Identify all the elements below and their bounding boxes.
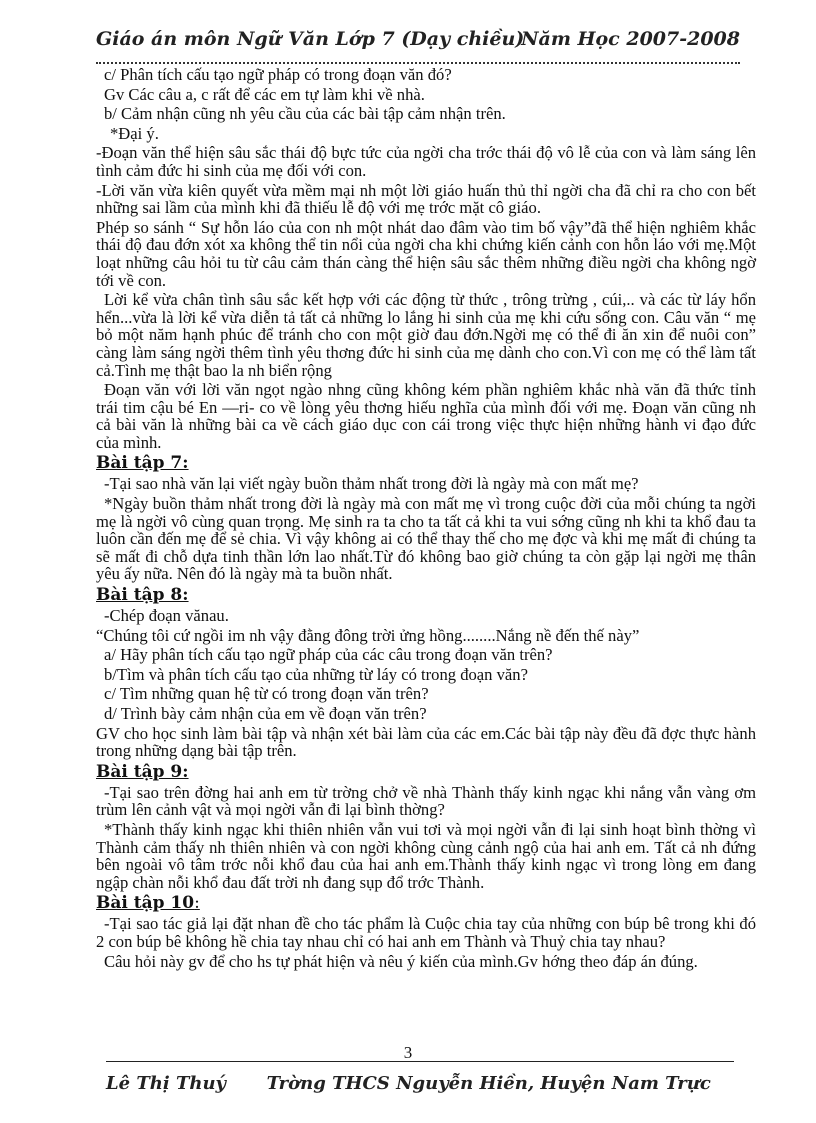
- exercise-9-heading: Bài tập 9:: [96, 761, 189, 782]
- paragraph: Gv Các câu a, c rất để các em tự làm khi về nhà.: [104, 84, 425, 104]
- header-year: Năm Học 2007-2008: [521, 28, 740, 50]
- paragraph: *Thành thấy kinh ngạc khi thiên nhiên vẫn vui tơi và mọi ngời vẫn đi lại sinh hoạt bình thờng vì Thành cảm thấy nh thiên nhiên và con ngời không cùng cảnh ngộ của hai anh em. Tất cả nh đứng bên ngoài vô tâm trớc nỗi khổ đau của hai anh em.Thành thấy kinh ngạc vì trong lòng em đang ngập chàn nỗi khổ đau đất trời nh đang sụp đổ trớc Thành.: [96, 819, 756, 892]
- header-title: Giáo án môn Ngữ Văn Lớp 7 (Dạy chiều): [96, 28, 525, 50]
- paragraph: -Đoạn văn thể hiện sâu sắc thái độ bực tức của ngời cha trớc thái độ vô lễ của con và làm sáng lên tình cảm đức hi sinh của mẹ đối với con.: [96, 143, 756, 180]
- paragraph: -Chép đoạn vănau.: [104, 606, 229, 626]
- document-body: [96, 66, 756, 972]
- paragraph: d/ Trình bày cảm nhận của em về đoạn văn trên?: [104, 704, 427, 723]
- paragraph: c/ Phân tích cấu tạo ngữ pháp có trong đoạn văn đó?: [104, 65, 452, 84]
- exercise-10-heading-colon: :: [194, 893, 200, 914]
- page-number: 3: [403, 1043, 413, 1062]
- paragraph: b/Tìm và phân tích cấu tạo của những từ láy có trong đoạn văn?: [104, 664, 528, 684]
- paragraph: Câu hỏi này gv để cho hs tự phát hiện và nêu ý kiến của mình.Gv hớng theo đáp án đúng.: [104, 951, 698, 971]
- paragraph: GV cho học sinh làm bài tập và nhận xét bài làm của các em.Các bài tập này đều đã đợc thực hành trong những dạng bài tập trên.: [96, 723, 756, 761]
- footer-divider: [106, 1061, 734, 1062]
- exercise-7-heading: Bài tập 7:: [96, 453, 189, 474]
- paragraph: -Tại sao nhà văn lại viết ngày buồn thảm nhất trong đời là ngày mà con mất mẹ?: [104, 474, 639, 494]
- page-header: [96, 28, 740, 58]
- page-footer: [106, 1073, 746, 1094]
- exercise-8-heading: Bài tập 8:: [96, 585, 189, 606]
- paragraph: Phép so sánh “ Sự hỗn láo của con nh một nhát dao đâm vào tim bố vậy”đã thể hiện nghiêm khắc thái độ đau đớn xót xa không thể tin nổi của ngời cha khi chứng kiến cảnh con hỗn láo với mẹ.Một loạt những câu hỏi tu từ câu cảm thán càng thể hiện sâu sắc thêm những điều ngời cha không ngờ tới về con.: [96, 217, 756, 290]
- paragraph: Đoạn văn với lời văn ngọt ngào nhng cũng không kém phần nghiêm khắc nhà văn đã thức tỉnh trái tim cậu bé En —ri- co về lòng yêu thơng hiếu nghĩa của mình đối với mẹ. Đoạn văn cũng nh cả bài văn là những bài ca về cách giáo dục con cái trong việc thực hiện những hành vi đạo đức của mình.: [96, 380, 756, 452]
- footer-author: Lê Thị Thuý: [106, 1073, 226, 1094]
- footer-school: Trờng THCS Nguyễn Hiền, Huyện Nam Trực: [266, 1073, 711, 1094]
- exercise-10-heading-text: Bài tập 10: [96, 893, 195, 914]
- paragraph: c/ Tìm những quan hệ từ có trong đoạn văn trên?: [104, 684, 429, 704]
- paragraph: a/ Hãy phân tích cấu tạo ngữ pháp của các câu trong đoạn văn trên?: [104, 645, 553, 665]
- paragraph: *Đại ý.: [110, 123, 159, 143]
- exercise-10-heading: [96, 893, 756, 913]
- paragraph: -Tại sao tác giả lại đặt nhan đề cho tác phẩm là Cuộc chia tay của những con búp bê trong khi đó 2 con búp bê không hề chia tay nhau chỉ có hai anh em Thành và Thuỷ chia tay nhau?: [96, 914, 756, 951]
- paragraph: -Tại sao trên đờng hai anh em từ trờng chở về nhà Thành thấy kinh ngạc khi nắng vẫn vàng ơm trùm lên cảnh vật và mọi ngời vẫn đi lại bình thờng?: [96, 782, 756, 820]
- paragraph: Lời kể vừa chân tình sâu sắc kết hợp với các động từ thức , trông trừng , cúi,.. và các từ láy hổn hển...vừa là lời kể vừa diễn tả tất cả những lo lắng hi sinh của mẹ khi cứu sống con. Câu văn “ mẹ bỏ một năm hạnh phúc để tránh cho con một giờ đau đớn.Ngời mẹ có thể đi ăn xin để nuôi con” càng làm sáng ngời thêm tình yêu thơng đức hi sinh của mẹ dành cho con.Vì con mẹ có thể làm tất cả.Tình mẹ thật bao la nh biển rộng: [96, 290, 756, 380]
- paragraph: -Lời văn vừa kiên quyết vừa mềm mại nh một lời giáo huấn thủ thỉ ngời cha đã chỉ ra cho con bết những sai lầm của mình khi đã thiếu lễ độ với mẹ trớc mặt cô giáo.: [96, 180, 756, 218]
- header-divider: [96, 62, 740, 64]
- paragraph: *Ngày buồn thảm nhất trong đời là ngày mà con mất mẹ vì trong cuộc đời của mỗi chúng ta ngời mẹ là ngời vô cùng quan trọng. Mẹ sinh ra ta cho ta tất cả khi ta vui sớng cũng nh khi ta khổ đau ta luôn cần đến mẹ để sẻ chia. Vì vậy không ai có thể thay thế cho mẹ đợc và khi mẹ mất đi chúng ta sẽ mất đi chỗ dựa tinh thần lớn lao nhất.Từ đó không bao giờ chúng ta còn gặp lại ngời mẹ thân yêu ấy nữa. Nên đó là ngày mà ta buồn nhất.: [96, 494, 756, 584]
- paragraph: b/ Cảm nhận cũng nh yêu cầu của các bài tập cảm nhận trên.: [104, 104, 506, 124]
- paragraph: “Chúng tôi cứ ngồi im nh vậy đằng đông trời ửng hồng........Nắng nề đến thế này”: [96, 625, 640, 645]
